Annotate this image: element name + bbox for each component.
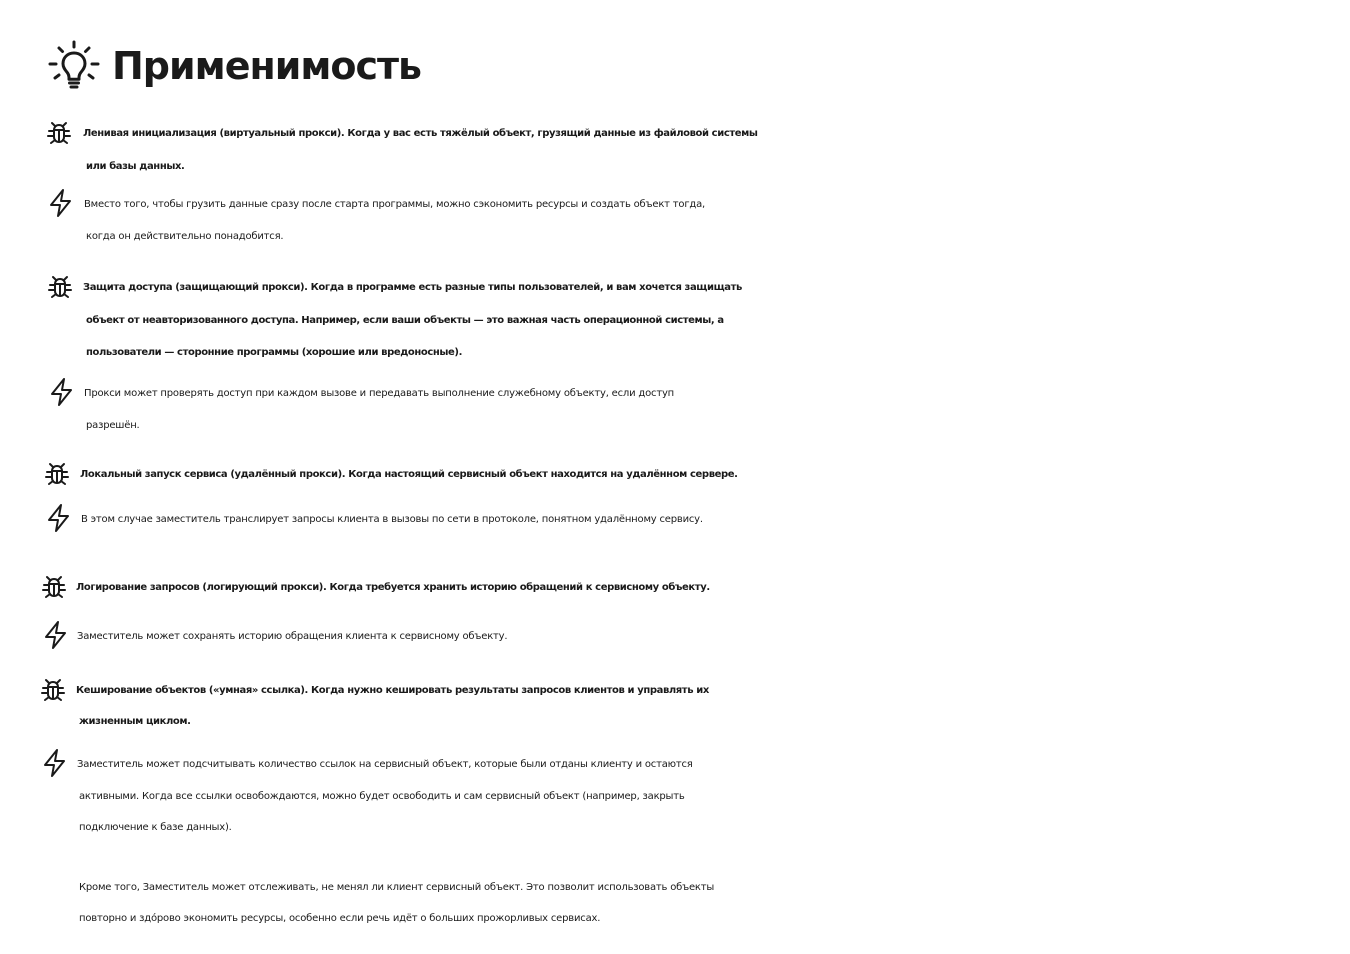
item-5-heading-line-2: жизненным циклом. (79, 716, 191, 727)
lightning-icon (40, 748, 70, 778)
item-2-body-line-1: Прокси может проверять доступ при каждом вызове и передавать выполнение служебному объекту, если доступ (84, 388, 675, 399)
item-1-body-line-1: Вместо того, чтобы грузить данные сразу после старта программы, можно сэкономить ресурсы и создать объект тогда, (84, 199, 705, 210)
bug-icon (39, 572, 69, 602)
lightbulb-icon (46, 38, 102, 94)
item-5-body-line-2: активными. Когда все ссылки освобождаются, можно будет освободить и сам сервисный объект (например, закрыть (79, 791, 685, 802)
bug-icon (38, 675, 68, 705)
section-header (46, 36, 421, 96)
item-5-body-line-1: Заместитель может подсчитывать количество ссылок на сервисный объект, которые были отданы клиенту и остаются (77, 759, 693, 770)
item-5-extra-line-1: Кроме того, Заместитель может отслеживать, не менял ли клиент сервисный объект. Это позволит использовать объекты (79, 882, 715, 893)
item-3-heading-line-1: Локальный запуск сервиса (удалённый прокси). Когда настоящий сервисный объект находится на удалённом сервере. (80, 469, 738, 480)
lightning-icon (41, 620, 71, 650)
item-4-body-line-1: Заместитель может сохранять историю обращения клиента к сервисному объекту. (77, 631, 508, 642)
lightning-icon (47, 377, 77, 407)
item-3-body-line-1: В этом случае заместитель транслирует запросы клиента в вызовы по сети в протоколе, понятном удалённому сервису. (81, 514, 703, 525)
item-4-heading-line-1: Логирование запросов (логирующий прокси). Когда требуется хранить историю обращений к сервисному объекту. (76, 582, 710, 593)
item-1-heading-line-2: или базы данных. (86, 161, 185, 172)
bug-icon (42, 459, 72, 489)
page-title: Применимость (112, 44, 422, 88)
item-2-heading-line-3: пользователи — сторонние программы (хорошие или вредоносные). (86, 347, 462, 358)
item-5-extra-line-2: повторно и здóрово экономить ресурсы, особенно если речь идёт о больших прожорливых сервисах. (79, 913, 601, 924)
item-5-body-line-3: подключение к базе данных). (79, 822, 232, 833)
bug-icon (44, 118, 74, 148)
item-2-heading-line-1: Защита доступа (защищающий прокси). Когда в программе есть разные типы пользователей, и вам хочется защищать (83, 282, 742, 293)
item-5-heading-line-1: Кеширование объектов («умная» ссылка). Когда нужно кешировать результаты запросов клиентов и управлять их (76, 685, 709, 696)
item-1-heading-line-1: Ленивая инициализация (виртуальный прокси). Когда у вас есть тяжёлый объект, грузящий данные из файловой системы (83, 128, 758, 139)
item-2-body-line-2: разрешён. (86, 420, 140, 431)
lightning-icon (44, 503, 74, 533)
item-1-body-line-2: когда он действительно понадобится. (86, 231, 284, 242)
item-2-heading-line-2: объект от неавторизованного доступа. Например, если ваши объекты — это важная часть операционной системы, а (86, 315, 724, 326)
bug-icon (45, 272, 75, 302)
lightning-icon (46, 188, 76, 218)
